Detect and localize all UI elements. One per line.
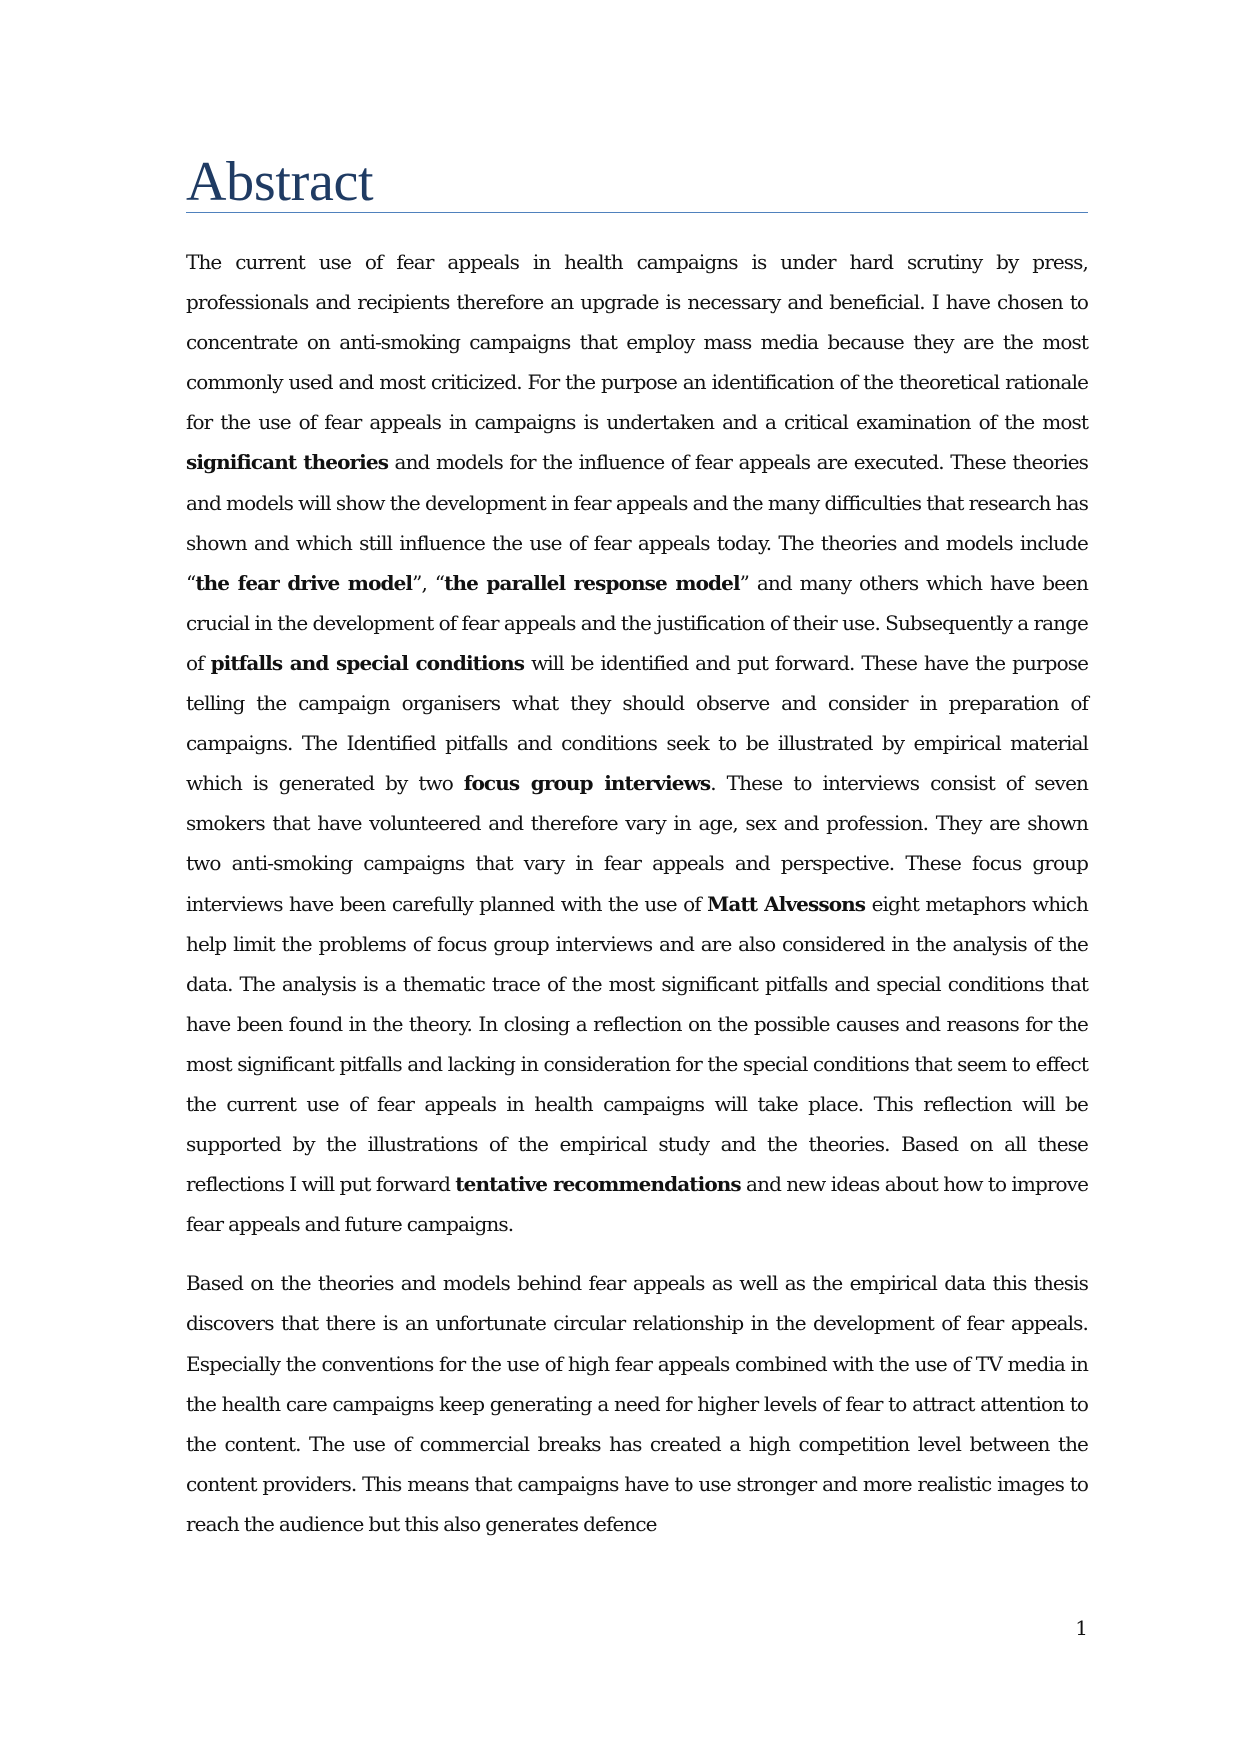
text-run: ” and many others which have been crucial in the development of fear appeals and the justification of their use. Subsequently a range of — [186, 570, 1088, 675]
text-run: . These to interviews consist of seven smokers that have volunteered and therefore vary in age, sex and profession. They are shown two anti-smoking campaigns that vary in fear appeals and perspective. These focus group interviews have been carefully planned with the use of — [186, 771, 1088, 916]
bold-phrase: significant theories — [186, 450, 389, 475]
text-run: and new ideas about how to improve fear appeals and future campaigns. — [186, 1172, 1089, 1237]
bold-phrase: focus group interviews — [463, 771, 711, 796]
bold-phrase: pitfalls and special conditions — [210, 650, 525, 675]
bold-phrase: the fear drive model — [195, 570, 413, 595]
abstract-body — [186, 242, 1088, 1544]
text-run: ”, “ — [412, 570, 445, 595]
abstract-paragraph-2 — [186, 1263, 1088, 1544]
text-run: and models for the influence of fear appeals are executed. These theories and models will show the development in fear appeals and the many difficulties that research has shown and which still influence the use of fear appeals today. The theories and models include “ — [186, 450, 1088, 595]
page-title: Abstract — [186, 151, 374, 213]
bold-phrase: the parallel response model — [444, 570, 740, 595]
abstract-paragraph-1 — [186, 242, 1088, 1244]
text-run: will be identified and put forward. These have the purpose telling the campaign organisers what they should observe and consider in preparation of campaigns. The Identified pitfalls and conditions seek to be illustrated by empirical material which is generated by two — [186, 650, 1089, 796]
bold-phrase: tentative recommendations — [455, 1172, 741, 1197]
heading-underline-rule — [186, 212, 1088, 213]
text-run: Based on the theories and models behind fear appeals as well as the empirical data this thesis discovers that there is an unfortunate circular relationship in the development of fear appeals. Especially the conventions for the use of high fear appeals combined with the use of TV media in the health care campaigns keep generating a need for higher levels of fear to attract attention to the content. The use of commercial breaks has created a high competition level between the content providers. This means that campaigns have to use stronger and more realistic images to reach the audience but this also generates defence — [186, 1271, 1088, 1536]
text-run: eight metaphors which help limit the problems of focus group interviews and are also considered in the analysis of the data. The analysis is a thematic trace of the most significant pitfalls and special conditions that have been found in the theory. In closing a reflection on the possible causes and reasons for the most significant pitfalls and lacking in consideration for the special conditions that seem to effect the current use of fear appeals in health campaigns will take place. This reflection will be supported by the illustrations of the empirical study and the theories. Based on all these reflections I will put forward — [186, 891, 1089, 1197]
text-run: The current use of fear appeals in health campaigns is under hard scrutiny by press, professionals and recipients therefore an upgrade is necessary and beneficial. I have chosen to concentrate on anti-smoking campaigns that employ mass media because they are the most commonly used and most criticized. For the purpose an identification of the theoretical rationale for the use of fear appeals in campaigns is undertaken and a critical examination of the most — [186, 250, 1088, 435]
bold-phrase: Matt Alvessons — [707, 891, 866, 916]
page-number: 1 — [1075, 1616, 1088, 1640]
